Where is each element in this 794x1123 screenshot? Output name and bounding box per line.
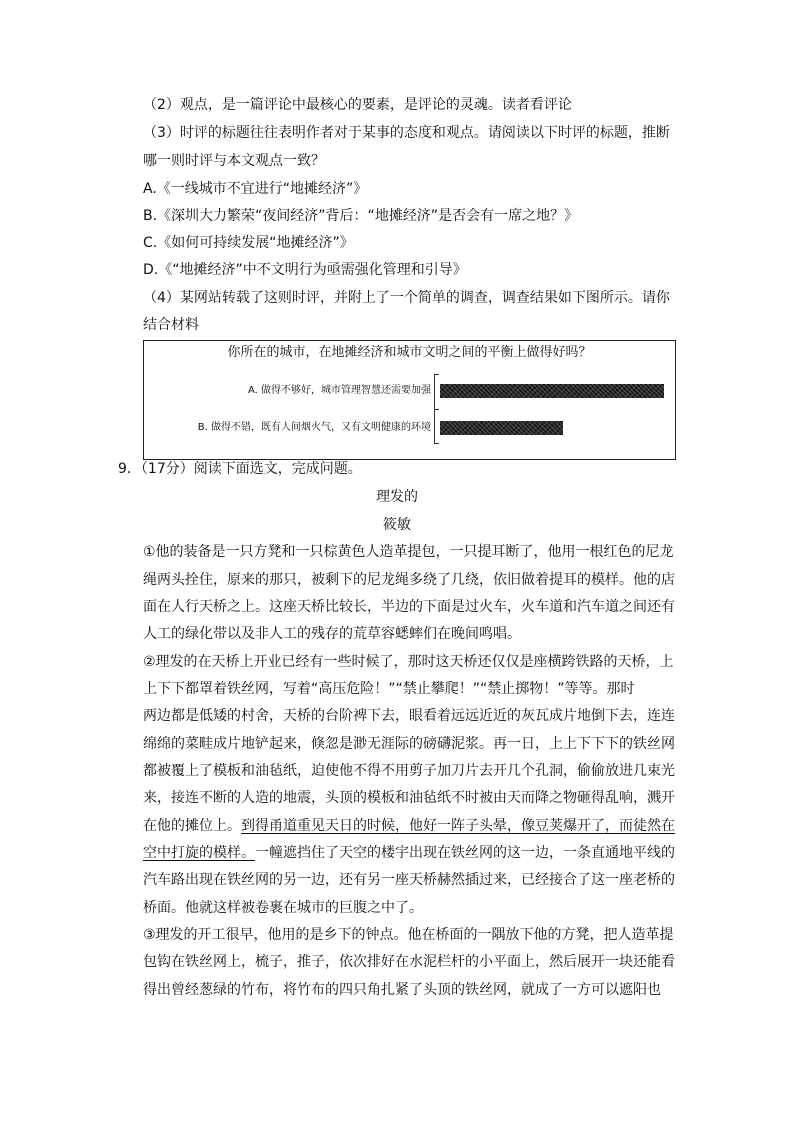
chart-title: 你所在的城市，在地摊经济和城市文明之间的平衡上做得好吗？ — [227, 345, 592, 360]
paragraph-3: ③理发的开工很早，他用的是乡下的钟点。他在桥面的一隅放下他的方凳，把人造革提 — [143, 927, 674, 943]
paragraph-2-line — [143, 816, 675, 836]
option-b: B.《深圳大力繁荣“夜间经济”背后：“地摊经济”是否会有一席之地？》 — [143, 208, 579, 224]
question-part-3: （3）时评的标题往往表明作者对于某事的态度和观点。请阅读以下时评的标题，推断 — [143, 125, 670, 141]
question-part-4: （4）某网站转载了这则时评，并附上了一个简单的调查，调查结果如下图所示。请你 — [143, 290, 670, 306]
article-title: 理发的 — [376, 489, 418, 505]
option-a: A.《一线城市不宜进行“地摊经济”》 — [143, 181, 368, 197]
text-segment: 一幢遮挡住了天空的楼宇出现在铁丝网的这一边，一条直通地平线的 — [255, 845, 675, 861]
text-segment: 在他的摊位上。 — [143, 818, 241, 834]
option-c: C.《如何可持续发展“地摊经济”》 — [143, 235, 354, 251]
question-part-4-cont: 结合材料 — [143, 317, 199, 333]
paragraph-3-line: 得出曾经葱绿的竹布，将竹布的四只角扎紧了头顶的铁丝网，就成了一方可以遮阳也 — [143, 982, 661, 998]
paragraph-3-line: 包钩在铁丝网上，梳子，推子，依次排好在水泥栏杆的小平面上，然后展开一块还能看 — [143, 954, 675, 970]
paragraph-1-line: 面在人行天桥之上。这座天桥比较长，半边的下面是过火车，火车道和汽车道之间还有 — [143, 599, 675, 615]
paragraph-2: ②理发的在天桥上开业已经有一些时候了，那时这天桥还仅仅是座横跨铁路的天桥，上 — [143, 654, 674, 670]
category-label-b: B. 做得不错，既有人间烟火气，又有文明健康的环境 — [197, 422, 431, 433]
paragraph-2-line: 绵绵的菜畦成片地铲起来，倏忽是渺无涯际的磅礴泥浆。再一日，上上下下下的铁丝网 — [143, 736, 675, 752]
paragraph-2-line: 来，接连不断的人造的地震，头顶的模板和油毡纸不时被由天而降之物砸得乱响，溅开 — [143, 790, 675, 806]
question-part-3-cont: 哪一则时评与本文观点一致？ — [143, 153, 325, 169]
article-author: 筱敏 — [383, 517, 411, 533]
category-label-a: A. 做得不够好，城市管理智慧还需要加强 — [247, 385, 431, 396]
bar-a — [440, 384, 664, 398]
paragraph-2-line: 上下下都罩着铁丝网，写着“高压危险！”“禁止攀爬！”“禁止掷物！”等等。那时 — [143, 681, 635, 697]
paragraph-2-line: 汽车路出现在铁丝网的另一边，还有另一座天桥赫然插过来，已经接合了这一座老桥的 — [143, 872, 675, 888]
survey-bar-chart — [143, 340, 676, 460]
option-d: D.《“地摊经济”中不文明行为亟需强化管理和引导》 — [143, 262, 467, 278]
paragraph-1-line: 绳两头拴住，原来的那只，被剩下的尼龙绳多绕了几绕，依旧做着提耳的模样。他的店 — [143, 572, 675, 588]
bar-b — [440, 421, 563, 435]
paragraph-2-line — [143, 843, 675, 863]
axis-tick — [434, 443, 439, 444]
paragraph-1-line: 人工的绿化带以及非人工的残存的荒草容蟋蟀们在晚间鸣唱。 — [143, 626, 521, 642]
paragraph-2-line: 桥面。他就这样被卷裹在城市的巨腹之中了。 — [143, 900, 423, 916]
axis-tick — [434, 409, 439, 410]
paragraph-2-line: 两边都是低矮的村舍，天桥的台阶裨下去，眼看着远远近近的灰瓦成片地倒下去，连连 — [143, 708, 675, 724]
question-part-2: （2）观点，是一篇评论中最核心的要素，是评论的灵魂。读者看评论 — [143, 97, 572, 113]
paragraph-1: ①他的装备是一只方凳和一只棕黄色人造革提包，一只提耳断了，他用一根红色的尼龙 — [143, 544, 674, 560]
question-9-header: 9．（17分）阅读下面选文，完成问题。 — [118, 461, 362, 477]
underlined-sentence: 到得甬道重见天日的时候，他好一阵子头晕，像豆荚爆开了，而徒然在 — [241, 818, 675, 834]
paragraph-2-line: 都被覆上了模板和油毡纸，迫使他不得不用剪子加刀片去开几个孔洞，偷偷放进几束光 — [143, 763, 675, 779]
underlined-sentence: 空中打旋的模样。 — [143, 845, 255, 861]
axis-tick — [434, 374, 439, 375]
